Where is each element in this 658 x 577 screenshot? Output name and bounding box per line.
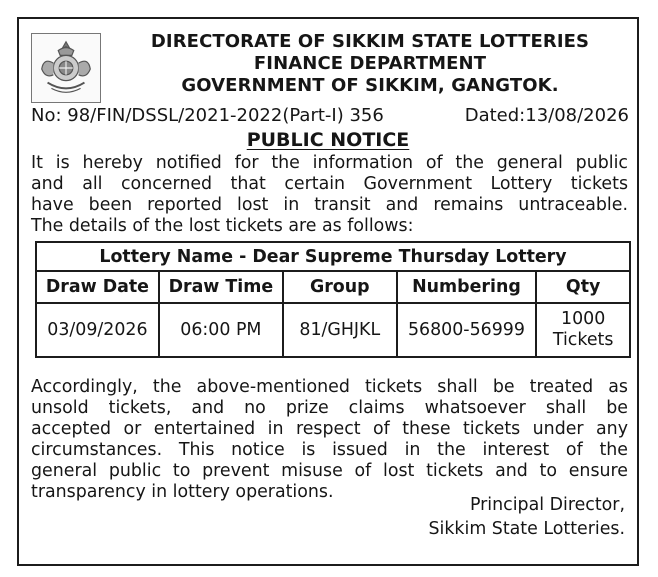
- intro-line-2: and all concerned that certain Government Lottery tickets: [31, 174, 628, 194]
- public-notice-box: [17, 17, 639, 566]
- intro-line-3: have been reported lost in transit and remains untraceable.: [31, 195, 628, 215]
- signatory-title: Principal Director,: [469, 495, 625, 515]
- reference-number: No: 98/FIN/DSSL/2021-2022(Part-I) 356: [31, 105, 384, 126]
- table-header-row: [36, 271, 630, 303]
- intro-line-1: It is hereby notified for the information of the general public: [31, 153, 628, 173]
- column-header-draw-time: Draw Time: [159, 271, 283, 303]
- cell-draw-time: 06:00 PM: [159, 303, 283, 357]
- column-header-group: Group: [283, 271, 397, 303]
- column-header-numbering: Numbering: [397, 271, 537, 303]
- closing-line-3: accepted or entertained in respect of these tickets under any: [31, 419, 628, 439]
- department-heading: FINANCE DEPARTMENT: [253, 53, 487, 74]
- cell-draw-date: 03/09/2026: [36, 303, 159, 357]
- closing-line-6: transparency in lottery operations.: [31, 482, 334, 502]
- directorate-heading: DIRECTORATE OF SIKKIM STATE LOTTERIES: [150, 31, 590, 52]
- notice-date: Dated:13/08/2026: [464, 105, 629, 126]
- cell-qty: [536, 303, 630, 357]
- closing-line-2: unsold tickets, and no prize claims whatsoever shall be: [31, 398, 628, 418]
- signature-block: [428, 493, 625, 541]
- notice-title: [19, 129, 637, 151]
- notice-title-text: PUBLIC NOTICE: [246, 129, 410, 151]
- closing-line-1: Accordingly, the above-mentioned tickets shall be treated as: [31, 377, 628, 397]
- cell-group: 81/GHJKL: [283, 303, 397, 357]
- intro-line-4: The details of the lost tickets are as follows:: [31, 216, 414, 236]
- lottery-name-caption: Lottery Name - Dear Supreme Thursday Lottery: [36, 242, 630, 271]
- reference-line: [31, 105, 629, 127]
- qty-unit: Tickets: [552, 330, 614, 350]
- closing-line-4: circumstances. This notice is issued in the interest of the: [31, 440, 628, 460]
- government-heading: GOVERNMENT OF SIKKIM, GANGTOK.: [181, 75, 559, 96]
- signatory-office: Sikkim State Lotteries.: [428, 519, 625, 539]
- column-header-qty: Qty: [536, 271, 630, 303]
- lost-tickets-table: [35, 241, 631, 358]
- closing-line-5: general public to prevent misuse of lost tickets and to ensure: [31, 461, 628, 481]
- qty-number: 1000: [561, 309, 606, 329]
- column-header-draw-date: Draw Date: [36, 271, 159, 303]
- table-row: [36, 303, 630, 357]
- cell-numbering: 56800-56999: [397, 303, 537, 357]
- sikkim-state-emblem-icon: [31, 33, 101, 103]
